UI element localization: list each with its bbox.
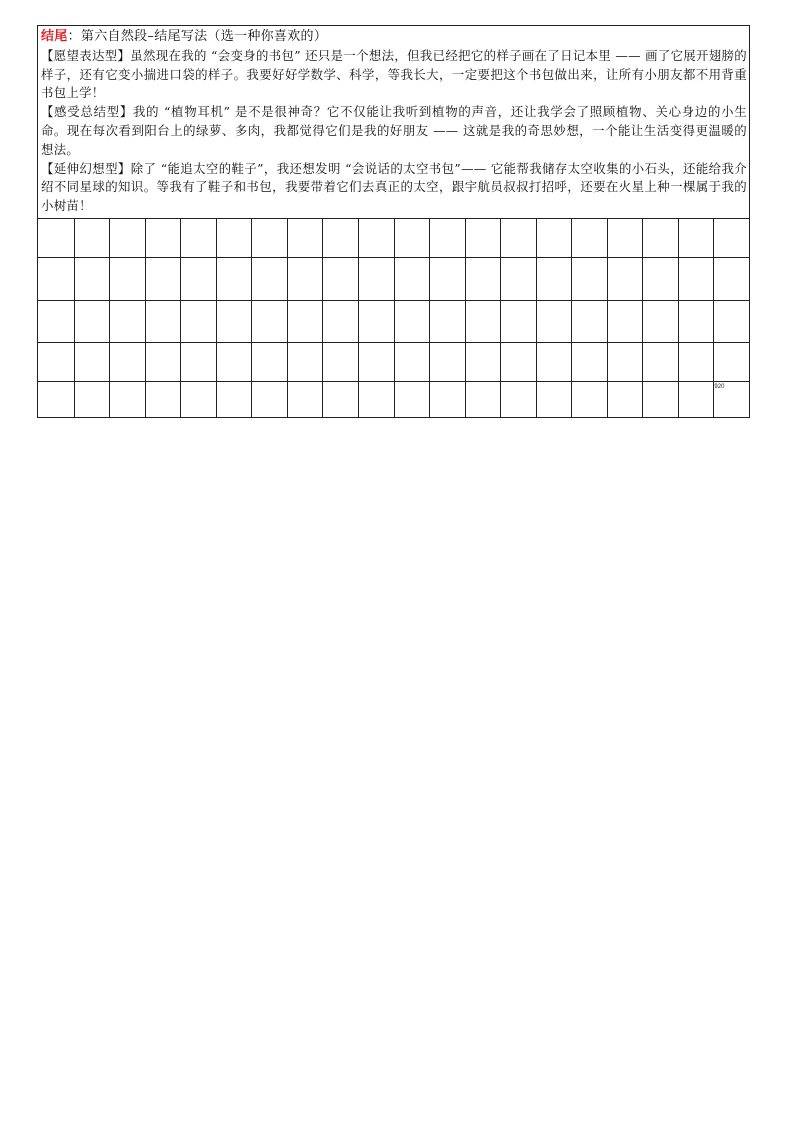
grid-cell-divider <box>322 219 323 257</box>
grid-cell-divider <box>678 219 679 257</box>
grid-cell-divider <box>74 219 75 257</box>
grid-cell-divider <box>216 382 217 418</box>
grid-cell-divider <box>465 219 466 257</box>
grid-cell-divider <box>500 258 501 300</box>
paragraph-fantasy-type <box>41 160 747 216</box>
grid-cell-divider <box>607 301 608 342</box>
section-heading <box>41 28 747 47</box>
grid-cell-divider <box>394 382 395 418</box>
grid-cell-divider <box>109 382 110 418</box>
grid-cell-divider <box>571 258 572 300</box>
grid-cell-divider <box>251 301 252 342</box>
paragraph-body: 我的 “植物耳机” 是不是很神奇？它不仅能让我听到植物的声音，还让我学会了照顾植物、关心身边的小生命。现在每次看到阳台上的绿萝、多肉，我都觉得它们是我的好朋友 —— 这就是我的奇思妙想，一个能让生活变得更温暖的想法。 <box>41 104 747 157</box>
heading-colon: ： <box>67 29 81 44</box>
grid-cell-divider <box>109 301 110 342</box>
grid-cell-divider <box>251 258 252 300</box>
grid-cell-divider <box>109 343 110 381</box>
paragraph-tag: 【延伸幻想型】 <box>41 160 131 176</box>
grid-cell-divider <box>500 382 501 418</box>
grid-cell-divider <box>429 343 430 381</box>
heading-text: 第六自然段–结尾写法（选一种你喜欢的） <box>80 29 328 44</box>
grid-cell-divider <box>216 343 217 381</box>
grid-cell-divider <box>251 382 252 418</box>
grid-cell-divider <box>358 382 359 418</box>
grid-cell-divider <box>465 343 466 381</box>
grid-cell-divider <box>145 258 146 300</box>
grid-cell-divider <box>180 382 181 418</box>
grid-cell-divider <box>109 219 110 257</box>
grid-cell-divider <box>251 219 252 257</box>
grid-cell-divider <box>536 301 537 342</box>
grid-cell-divider <box>322 301 323 342</box>
grid-row <box>38 301 749 343</box>
grid-cell-divider <box>358 301 359 342</box>
grid-cell-divider <box>216 219 217 257</box>
paragraph-body: 除了 “能追太空的鞋子”，我还想发明 “会说话的太空书包”—— 它能帮我储存太空收集的小石头，还能给我介绍不同星球的知识。等我有了鞋子和书包，我要带着它们去真正的太空，跟宇航员叔叔打招呼，还要在火星上种一棵属于我的小树苗！ <box>41 160 747 214</box>
grid-cell-divider <box>358 219 359 257</box>
grid-cell-divider <box>536 382 537 418</box>
grid-cell-divider <box>678 301 679 342</box>
grid-cell-divider <box>465 258 466 300</box>
grid-cell-divider <box>180 219 181 257</box>
grid-cell-divider <box>713 219 714 257</box>
grid-cell-divider <box>571 301 572 342</box>
grid-cell-divider <box>287 343 288 381</box>
paragraph-wish-type <box>41 47 747 103</box>
word-count-marker: 920 <box>714 384 725 390</box>
grid-cell-divider <box>429 301 430 342</box>
heading-label: 结尾 <box>41 29 68 44</box>
grid-row <box>38 258 749 301</box>
grid-cell-divider <box>607 343 608 381</box>
grid-cell-divider <box>216 301 217 342</box>
paragraph-body: 虽然现在我的 “会变身的书包” 还只是一个想法，但我已经把它的样子画在了日记本里 —— 画了它展开翅膀的样子，还有它变小揣进口袋的样子。我要好好学数学、科学，等我长大，一定要把这个书包做出来，让所有小朋友都不用背重书包上学！ <box>41 47 747 101</box>
grid-cell-divider <box>145 301 146 342</box>
grid-cell-divider <box>145 219 146 257</box>
grid-cell-divider <box>287 219 288 257</box>
grid-cell-divider <box>465 382 466 418</box>
grid-cell-divider <box>713 301 714 342</box>
grid-cell-divider <box>287 301 288 342</box>
grid-cell-divider <box>145 343 146 381</box>
grid-cell-divider <box>713 343 714 381</box>
ending-methods-text <box>38 26 749 218</box>
grid-cell-divider <box>358 343 359 381</box>
grid-cell-divider <box>322 382 323 418</box>
grid-cell-divider <box>74 343 75 381</box>
grid-cell-divider <box>536 219 537 257</box>
grid-cell-divider <box>500 219 501 257</box>
grid-cell-divider <box>500 301 501 342</box>
grid-cell-divider <box>500 343 501 381</box>
grid-cell-divider <box>74 301 75 342</box>
grid-cell-divider <box>394 343 395 381</box>
grid-cell-divider <box>322 258 323 300</box>
grid-cell-divider <box>287 258 288 300</box>
grid-cell-divider <box>607 219 608 257</box>
grid-cell-divider <box>678 343 679 381</box>
grid-cell-divider <box>642 258 643 300</box>
grid-cell-divider <box>678 382 679 418</box>
grid-cell-divider <box>394 301 395 342</box>
worksheet-box <box>37 25 750 418</box>
grid-cell-divider <box>429 258 430 300</box>
grid-cell-divider <box>713 258 714 300</box>
grid-cell-divider <box>678 258 679 300</box>
grid-row <box>38 343 749 382</box>
grid-cell-divider <box>642 219 643 257</box>
grid-row <box>38 219 749 258</box>
grid-cell-divider <box>251 343 252 381</box>
grid-cell-divider <box>571 219 572 257</box>
grid-cell-divider <box>642 343 643 381</box>
grid-cell-divider <box>536 343 537 381</box>
grid-cell-divider <box>465 301 466 342</box>
grid-cell-divider <box>571 382 572 418</box>
grid-cell-divider <box>180 343 181 381</box>
grid-cell-divider <box>607 258 608 300</box>
grid-cell-divider <box>74 258 75 300</box>
paragraph-tag: 【愿望表达型】 <box>41 47 131 63</box>
grid-cell-divider <box>429 382 430 418</box>
grid-row <box>38 382 749 418</box>
grid-cell-divider <box>216 258 217 300</box>
grid-cell-divider <box>607 382 608 418</box>
grid-cell-divider <box>642 301 643 342</box>
paragraph-feeling-type <box>41 103 747 159</box>
paragraph-tag: 【感受总结型】 <box>41 104 133 120</box>
grid-cell-divider <box>180 258 181 300</box>
grid-cell-divider <box>74 382 75 418</box>
grid-cell-divider <box>642 382 643 418</box>
grid-cell-divider <box>322 343 323 381</box>
grid-cell-divider <box>536 258 537 300</box>
grid-cell-divider <box>429 219 430 257</box>
grid-cell-divider <box>145 382 146 418</box>
writing-grid[interactable] <box>38 218 749 418</box>
grid-cell-divider <box>571 343 572 381</box>
grid-cell-divider <box>287 382 288 418</box>
grid-cell-divider <box>180 301 181 342</box>
grid-cell-divider <box>394 219 395 257</box>
grid-cell-divider <box>109 258 110 300</box>
grid-cell-divider <box>394 258 395 300</box>
grid-cell-divider <box>358 258 359 300</box>
